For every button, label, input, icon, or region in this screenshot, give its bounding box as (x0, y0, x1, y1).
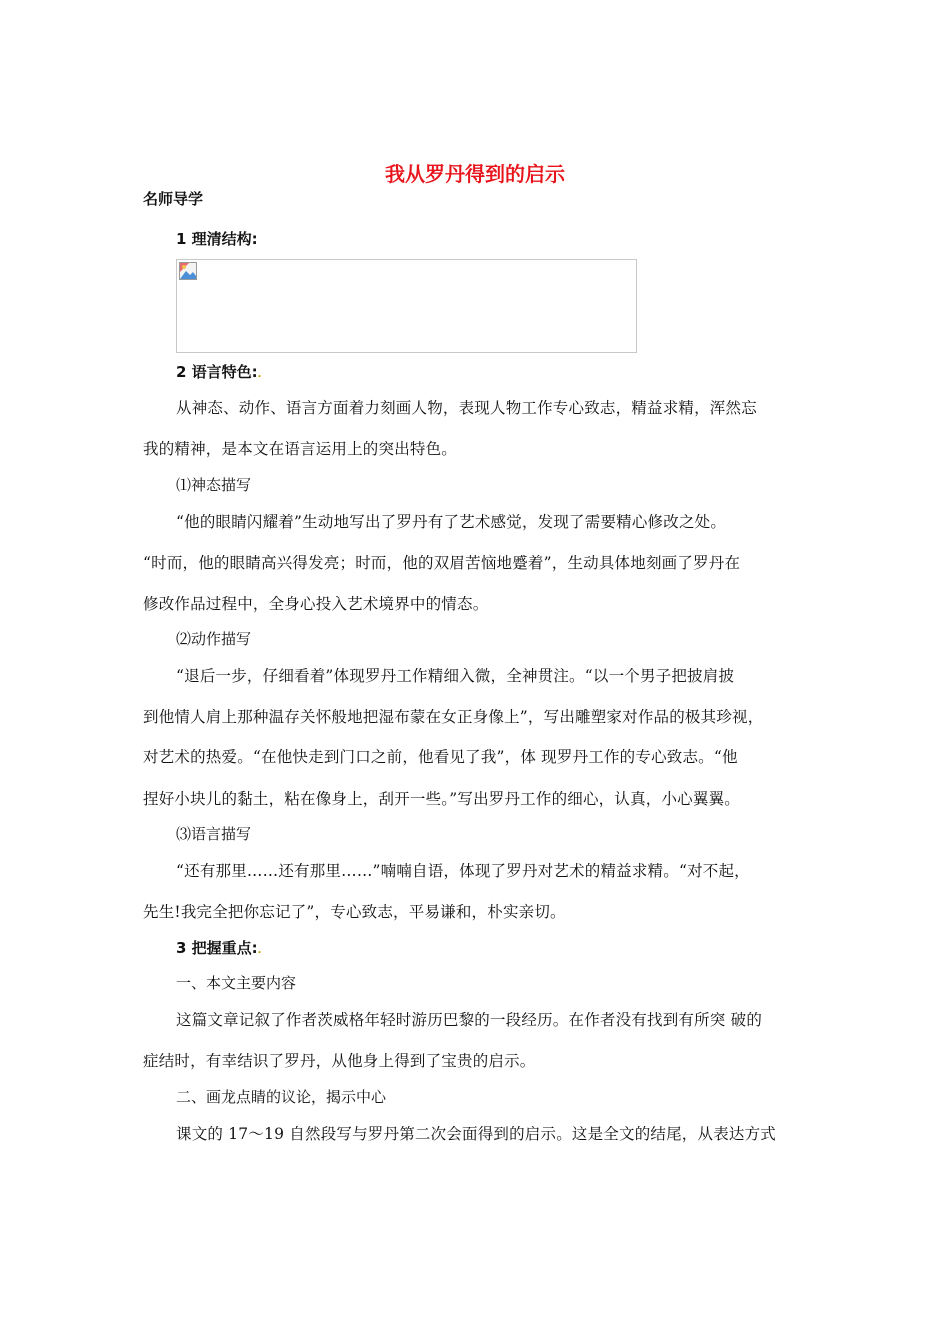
paragraph-line: 课文的 17～19 自然段写与罗丹第二次会面得到的启示。这是全文的结尾，从表达方式 (176, 1125, 777, 1143)
subheading-speech: ⑶语言描写 (176, 825, 252, 843)
paragraph-line: 从神态、动作、语言方面着力刻画人物，表现人物工作专心致志，精益求精，浑然忘 (176, 399, 757, 417)
structure-figure-placeholder (176, 259, 637, 353)
subheading-main-content: 一、本文主要内容 (176, 974, 297, 992)
paragraph-line: 捏好小块儿的黏土，粘在像身上，刮开一些。”写出罗丹工作的细心，认真，小心翼翼。 (143, 790, 740, 808)
paragraph-line: 修改作品过程中，全身心投入艺术境界中的情态。 (143, 595, 489, 613)
paragraph-line: 症结时，有幸结识了罗丹，从他身上得到了宝贵的启示。 (143, 1052, 536, 1070)
paragraph-line: 我的精神，是本文在语言运用上的突出特色。 (143, 440, 458, 458)
paragraph-line: 对艺术的热爱。“在他快走到门口之前，他看见了我”，体 现罗丹工作的专心致志。“他 (143, 748, 738, 766)
subheading-action: ⑵动作描写 (176, 630, 252, 648)
subheading-discussion: 二、画龙点睛的议论，揭示中心 (176, 1088, 387, 1106)
heading-language: 2 语言特色:. (176, 363, 262, 381)
paragraph-line: 这篇文章记叙了作者茨威格年轻时游历巴黎的一段经历。在作者没有找到有所突 破的 (176, 1011, 763, 1029)
subheading-expression: ⑴神态描写 (176, 476, 252, 494)
heading-key-points: 3 把握重点:. (176, 939, 262, 957)
document-title: 我从罗丹得到的启示 (385, 162, 565, 186)
paragraph-line: 到他情人肩上那种温存关怀般地把湿布蒙在女正身像上”，写出雕塑家对作品的极其珍视， (143, 708, 764, 726)
paragraph-line: “时而，他的眼睛高兴得发亮；时而，他的双眉苦恼地蹙着”，生动具体地刻画了罗丹在 (143, 554, 741, 572)
broken-image-icon (179, 262, 197, 280)
paragraph-line: “退后一步，仔细看着”体现罗丹工作精细入微，全神贯注。“以一个男子把披肩披 (176, 667, 735, 685)
paragraph-line: “还有那里……还有那里……”喃喃自语，体现了罗丹对艺术的精益求精。“对不起， (176, 862, 750, 880)
section-heading: 名师导学 (143, 190, 204, 208)
paragraph-line: “他的眼睛闪耀着”生动地写出了罗丹有了艺术感觉，发现了需要精心修改之处。 (176, 513, 727, 531)
heading-structure: 1 理清结构: (176, 230, 258, 248)
paragraph-line: 先生!我完全把你忘记了”，专心致志，平易谦和，朴实亲切。 (143, 903, 566, 921)
